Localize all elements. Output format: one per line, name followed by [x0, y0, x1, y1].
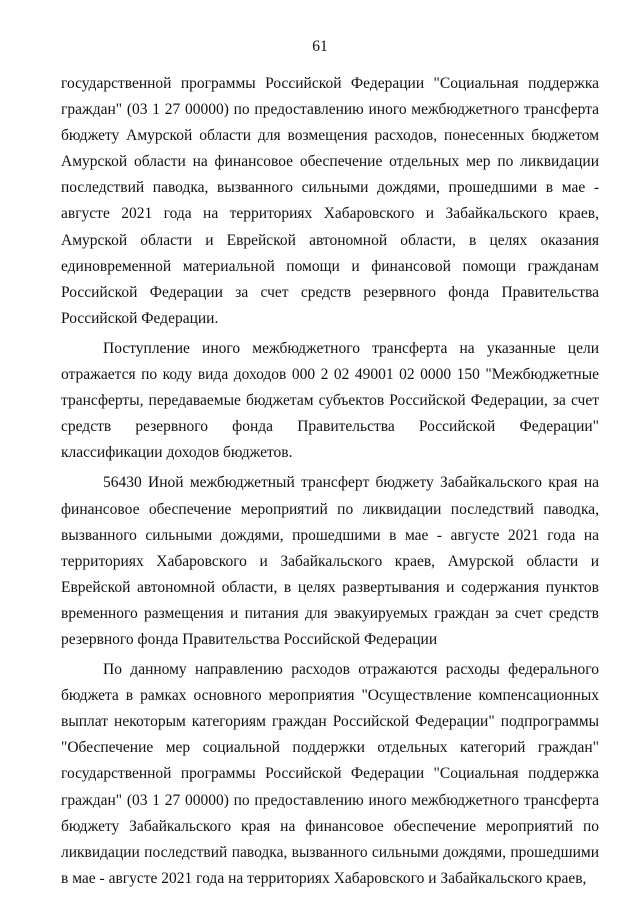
- paragraph-continuation: государственной программы Российской Федерации "Социальная поддержка граждан" (03 1 27 00000) по предоставлению иного межбюджетного трансферта бюджету Амурской области для возмещения расходов, понесенных бюджетом Амурской области на финансовое обеспечение отдельных мер по ликвидации последствий паводка, вызванного сильными дождями, прошедшими в мае - августе 2021 года на территориях Хабаровского и Забайкальского краев, Амурской области и Еврейской автономной области, в целях оказания единовременной материальной помощи и финансовой помощи гражданам Российской Федерации за счет средств резервного фонда Правительства Российской Федерации.: [61, 75, 599, 327]
- page-number: 61: [312, 38, 328, 55]
- paragraph-expense-description: По данному направлению расходов отражаются расходы федерального бюджета в рамках основного мероприятия "Осуществление компенсационных выплат некоторым категориям граждан Российской Федерации" подпрограммы "Обеспечение мер социальной поддержки отдельных категорий граждан" государственной программы Российской Федерации "Социальная поддержка граждан" (03 1 27 00000) по предоставлению иного межбюджетного трансферта бюджету Забайкальского края на финансовое обеспечение мероприятий по ликвидации последствий паводка, вызванного сильными дождями, прошедшими в мае - августе 2021 года на территориях Хабаровского и Забайкальского краев,: [61, 661, 599, 887]
- paragraph-transfer-56430: 56430 Иной межбюджетный трансферт бюджету Забайкальского края на финансовое обеспечение мероприятий по ликвидации последствий паводка, вызванного сильными дождями, прошедшими в мае - августе 2021 года на территориях Хабаровского и Забайкальского краев, Амурской области и Еврейской автономной области, в целях развертывания и содержания пунктов временного размещения и питания для эвакуируемых граждан за счет средств резервного фонда Правительства Российской Федерации: [61, 474, 599, 648]
- document-body: [61, 71, 599, 892]
- paragraph-revenue-code: Поступление иного межбюджетного трансферта на указанные цели отражается по коду вида доходов 000 2 02 49001 02 0000 150 "Межбюджетные трансферты, передаваемые бюджетам субъектов Российской Федерации, за счет средств резервного фонда Правительства Российской Федерации" классификации доходов бюджетов.: [61, 339, 599, 462]
